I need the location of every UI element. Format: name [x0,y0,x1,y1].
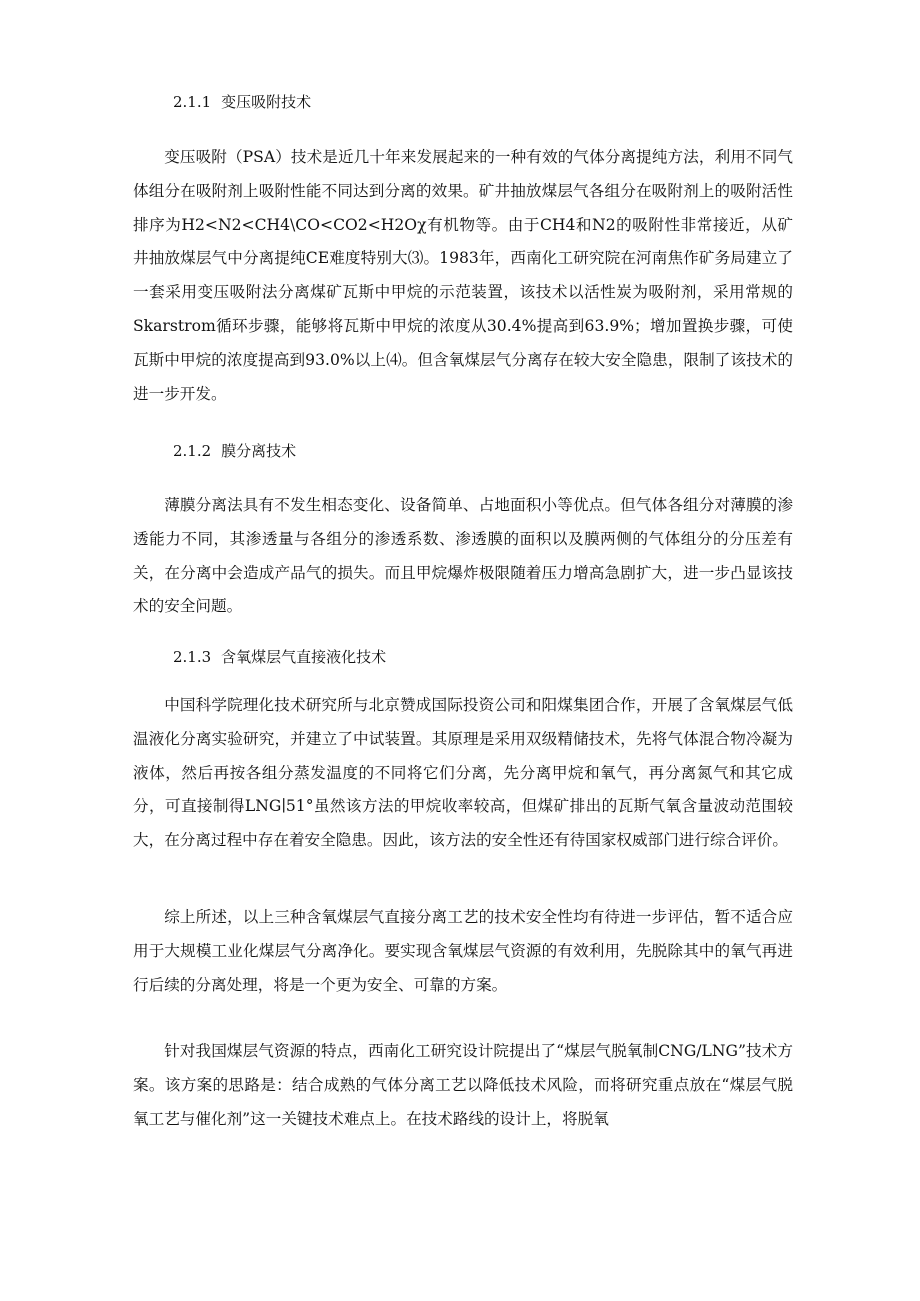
section-heading-2-1-3 [173,647,386,667]
section-number: 2.1.1 [173,93,212,111]
paragraph-summary: 综上所述，以上三种含氧煤层气直接分离工艺的技术安全性均有待进一步评估，暂不适合应用于大规模工业化煤层气分离净化。要实现含氧煤层气资源的有效利用，先脱除其中的氧气再进行后续的分离处理，将是一个更为安全、可靠的方案。 [133,908,793,994]
paragraph-proposal: 针对我国煤层气资源的特点，西南化工研究设计院提出了“煤层气脱氧制CNG/LNG”技术方案。该方案的思路是：结合成熟的气体分离工艺以降低技术风险，而将研究重点放在“煤层气脱氧工艺与催化剂”这一关键技术难点上。在技术路线的设计上，将脱氧 [133,1042,793,1128]
paragraph-liquefaction: 中国科学院理化技术研究所与北京赞成国际投资公司和阳煤集团合作，开展了含氧煤层气低温液化分离实验研究，并建立了中试装置。其原理是采用双级精储技术，先将气体混合物冷凝为液体，然后再按各组分蒸发温度的不同将它们分离，先分离甲烷和氧气，再分离氮气和其它成分，可直接制得LNG∣51°虽然该方法的甲烷收率较高，但煤矿排出的瓦斯气氧含量波动范围较大，在分离过程中存在着安全隐患。因此，该方法的安全性还有待国家权威部门进行综合评价。 [133,696,793,850]
paragraph-membrane: 薄膜分离法具有不发生相态变化、设备简单、占地面积小等优点。但气体各组分对薄膜的渗透能力不同，其渗透量与各组分的渗透系数、渗透膜的面积以及膜两侧的气体组分的分压差有关，在分离中会造成产品气的损失。而且甲烷爆炸极限随着压力增高急剧扩大，进一步凸显该技术的安全问题。 [133,496,793,616]
section-heading-2-1-1 [173,92,311,112]
paragraph-psa: 变压吸附（PSA）技术是近几十年来发展起来的一种有效的气体分离提纯方法，利用不同气体组分在吸附剂上吸附性能不同达到分离的效果。矿井抽放煤层气各组分在吸附剂上的吸附活性排序为H2<N2<CH4\CO<CO2<H2Oχ有机物等。由于CH4和N2的吸附性非常接近，从矿井抽放煤层气中分离提纯CE难度特别大⑶。1983年，西南化工研究院在河南焦作矿务局建立了一套采用变压吸附法分离煤矿瓦斯中甲烷的示范装置，该技术以活性炭为吸附剂，采用常规的Skarstrom循环步骤，能够将瓦斯中甲烷的浓度从30.4%提高到63.9%；增加置换步骤，可使瓦斯中甲烷的浓度提高到93.0%以上⑷。但含氧煤层气分离存在较大安全隐患，限制了该技术的进一步开发。 [133,148,793,403]
section-number: 2.1.3 [173,648,212,666]
section-number: 2.1.2 [173,442,212,460]
section-title: 变压吸附技术 [221,93,312,111]
section-heading-2-1-2 [173,441,296,461]
section-title: 含氧煤层气直接液化技术 [221,648,387,666]
section-title: 膜分离技术 [221,442,297,460]
